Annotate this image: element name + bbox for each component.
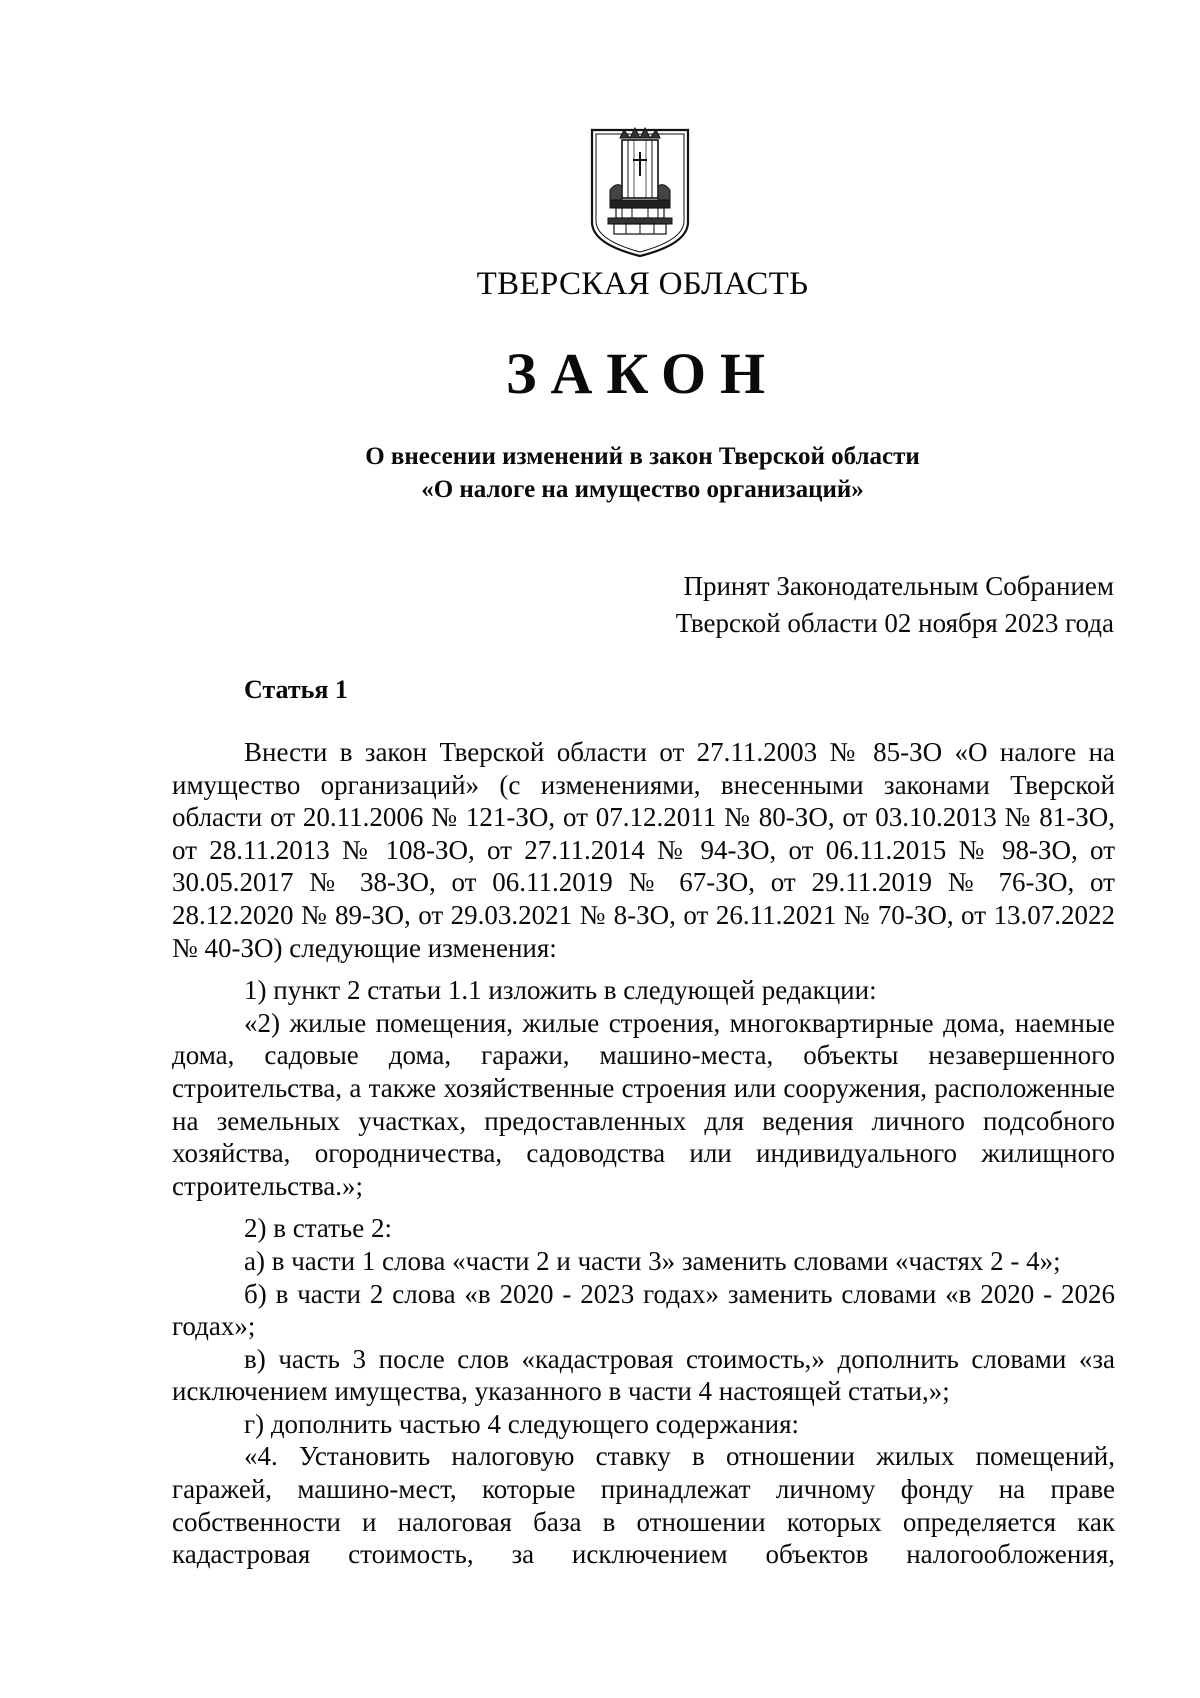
law-subject-line-2: «О налоге на имущество организаций»	[421, 476, 864, 503]
paragraph-main: Внести в закон Тверской области от 27.11.2003 № 85-ЗО «О налоге на имущество организаций» (с изменениями, внесенными законами Тверской области от 20.11.2006 № 121-ЗО, от 07.12.2011 № 80-ЗО, от 03.10.2013 № 81-ЗО, от 28.11.2013 № 108-ЗО, от 27.11.2014 № 94-ЗО, от 06.11.2015 № 98-ЗО, от 30.05.2017 № 38-ЗО, от 06.11.2019 № 67-ЗО, от 29.11.2019 № 76-ЗО, от 28.12.2020 № 89-ЗО, от 29.03.2021 № 8-ЗО, от 26.11.2021 № 70-ЗО, от 13.07.2022 № 40-ЗО) следующие изменения:	[172, 737, 1115, 963]
paragraph-item-1-text: «2) жилые помещения, жилые строения, многоквартирные дома, наемные дома, садовые дома, гаражи, машино-места, объекты незавершенного строительства, а также хозяйственные строения или сооружения, расположенные на земельных участках, предоставленных для ведения личного подсобного хозяйства, огородничества, садоводства или индивидуального жилищного строительства.»;	[172, 1007, 1115, 1201]
adoption-note-line-2: Тверской области 02 ноября 2023 года	[675, 608, 1114, 638]
adoption-note	[676, 568, 1114, 642]
law-title: ЗАКОН	[505, 341, 780, 406]
paragraph-item-2c: в) часть 3 после слов «кадастровая стоимость,» дополнить словами «за исключением имущества, указанного в части 4 настоящей статьи,»;	[172, 1343, 1115, 1407]
paragraph-item-2a: а) в части 1 слова «части 2 и части 3» заменить словами «частях 2 - 4»;	[244, 1245, 1061, 1276]
paragraph-item-2: 2) в статье 2:	[244, 1213, 392, 1244]
paragraph-part-4: «4. Установить налоговую ставку в отношении жилых помещений, гаражей, машино-мест, которые принадлежат личному фонду на праве собственности и налоговая база в отношении которых определяется как кадастровая стоимость, за исключением объектов налогообложения,	[172, 1441, 1115, 1570]
article-body	[172, 736, 1115, 1571]
law-subject-line-1: О внесении изменений в закон Тверской области	[365, 443, 920, 470]
paragraph-item-1: 1) пункт 2 статьи 1.1 изложить в следующей редакции:	[244, 975, 877, 1006]
tver-coat-of-arms-icon	[588, 126, 692, 260]
adoption-note-line-1: Принят Законодательным Собранием	[683, 571, 1114, 601]
law-subject	[0, 440, 1200, 506]
article-heading: Статья 1	[244, 675, 348, 704]
paragraph-item-2d: г) дополнить частью 4 следующего содержания:	[244, 1408, 800, 1439]
region-name: ТВЕРСКАЯ ОБЛАСТЬ	[476, 266, 809, 302]
paragraph-item-2b: б) в части 2 слова «в 2020 - 2023 годах» заменить словами «в 2020 - 2026 годах»;	[172, 1278, 1115, 1342]
